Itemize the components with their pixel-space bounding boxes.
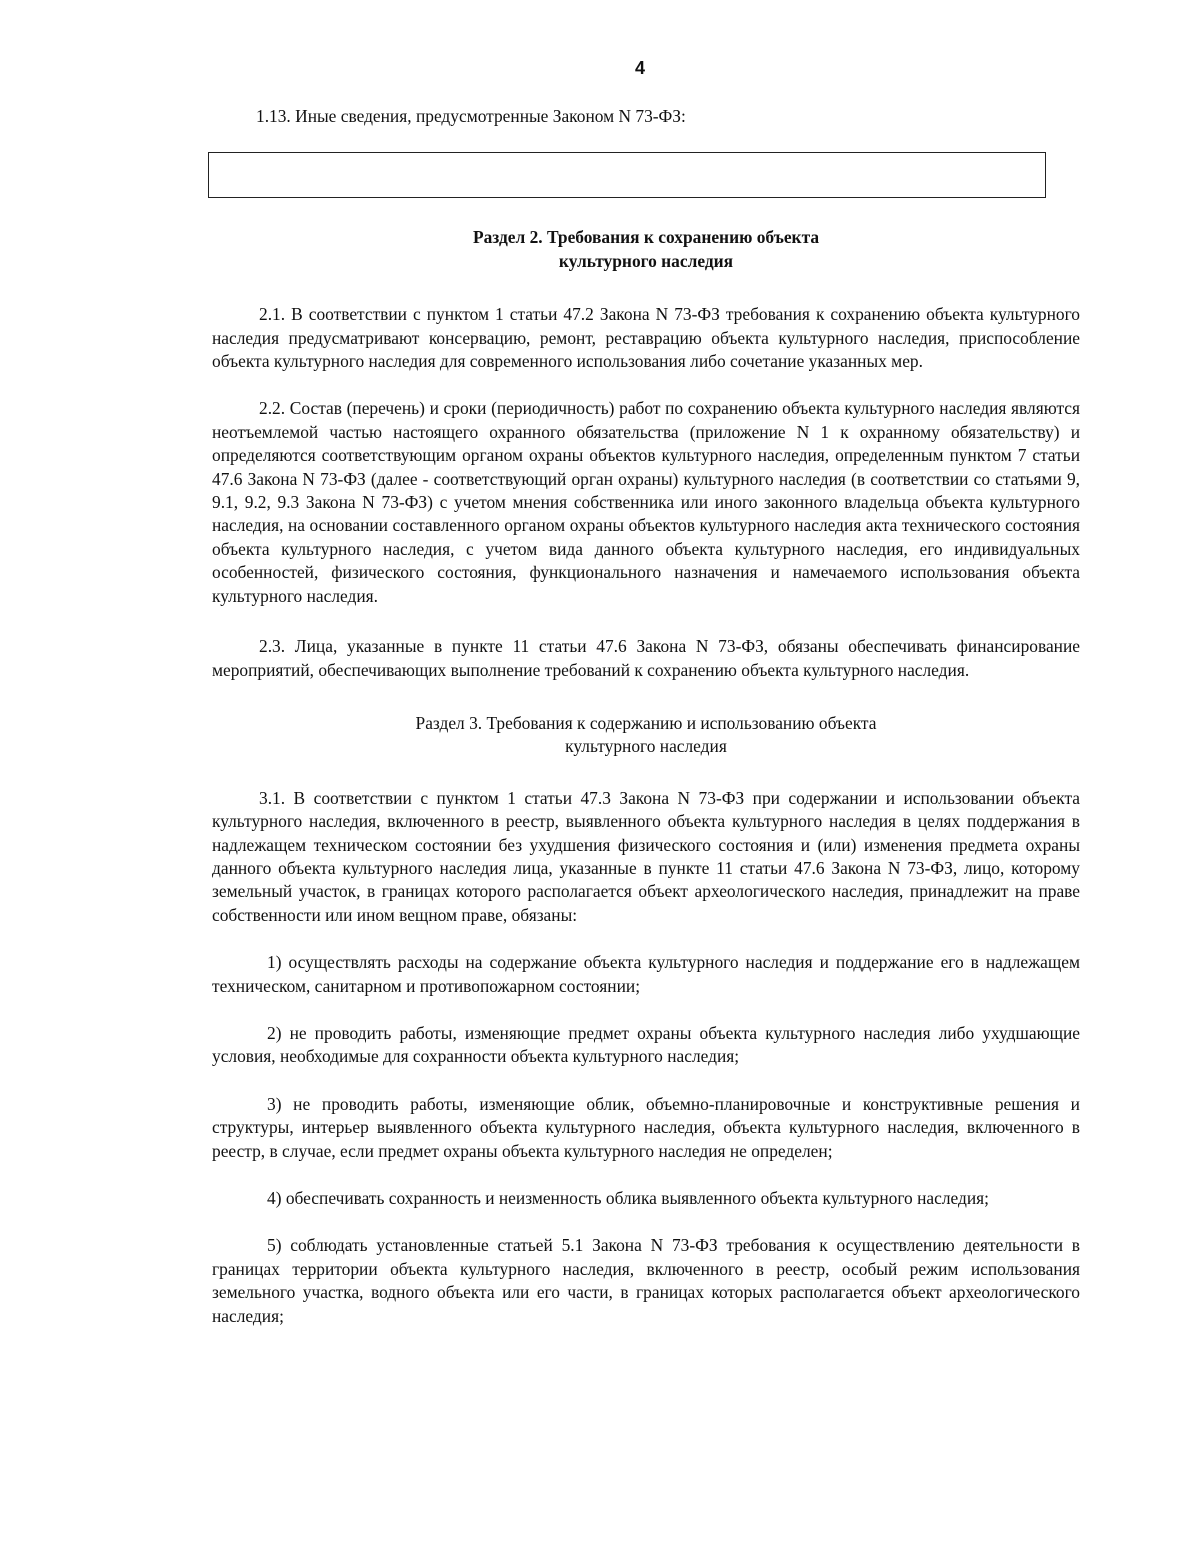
section-3-heading-line1: Раздел 3. Требования к содержанию и использованию объекта <box>415 712 877 733</box>
paragraph-3-1: 3.1. В соответствии с пунктом 1 статьи 47.3 Закона N 73-ФЗ при содержании и использовании объекта культурного наследия, включенного в реестр, выявленного объекта культурного наследия в целях поддержания в надлежащем техническом состоянии без ухудшения физического состояния и (или) изменения предмета охраны данного объекта культурного наследия лица, указанные в пункте 11 статьи 47.6 Закона N 73-ФЗ, лицо, которому земельный участок, в границах которого располагается объект археологического наследия, принадлежит на праве собственности или ином вещном праве, обязаны: <box>212 787 1080 925</box>
empty-info-box <box>208 152 1046 198</box>
item-1-13: 1.13. Иные сведения, предусмотренные Законом N 73-ФЗ: <box>256 106 686 126</box>
section-2-heading-line2: культурного наследия <box>558 250 734 271</box>
list-item-1: 1) осуществлять расходы на содержание объекта культурного наследия и поддержание его в надлежащем техническом, санитарном и противопожарном состоянии; <box>212 952 1080 996</box>
paragraph-2-2: 2.2. Состав (перечень) и сроки (периодичность) работ по сохранению объекта культурного наследия являются неотъемлемой частью настоящего охранного обязательства (приложение N 1 к охранному обязательству) и определяются соответствующим органом охраны объектов культурного наследия, определенным пунктом 7 статьи 47.6 Закона N 73-ФЗ (далее - соответствующий орган охраны) культурного наследия (в соответствии со статьями 9, 9.1, 9.2, 9.3 Закона N 73-ФЗ) с учетом мнения собственника или иного законного владельца объекта культурного наследия, на основании составленного органом охраны объектов культурного наследия акта технического состояния объекта культурного наследия, с учетом вида данного объекта культурного наследия, его индивидуальных особенностей, физического состояния, функционального назначения и намечаемого использования объекта культурного наследия. <box>212 398 1080 606</box>
paragraph-2-3: 2.3. Лица, указанные в пункте 11 статьи 47.6 Закона N 73-ФЗ, обязаны обеспечивать финансирование мероприятий, обеспечивающих выполнение требований к сохранению объекта культурного наследия. <box>212 636 1080 680</box>
page-number: 4 <box>634 58 645 78</box>
list-item-2: 2) не проводить работы, изменяющие предмет охраны объекта культурного наследия либо ухудшающие условия, необходимые для сохранности объекта культурного наследия; <box>212 1022 1080 1067</box>
paragraph-2-1: 2.1. В соответствии с пунктом 1 статьи 47.2 Закона N 73-ФЗ требования к сохранению объекта культурного наследия предусматривают консервацию, ремонт, реставрацию объекта культурного наследия, приспособление объекта культурного наследия для современного использования либо сочетание указанных мер. <box>212 304 1080 372</box>
document-body <box>212 105 1080 1328</box>
section-2-heading-line1: Раздел 2. Требования к сохранению объекта <box>472 227 820 248</box>
section-3-heading-line2: культурного наследия <box>565 736 727 757</box>
list-item-3: 3) не проводить работы, изменяющие облик, объемно-планировочные и конструктивные решения и структуры, интерьер выявленного объекта культурного наследия, объекта культурного наследия, включенного в реестр, в случае, если предмет охраны объекта культурного наследия не определен; <box>212 1093 1080 1161</box>
list-item-4: 4) обеспечивать сохранность и неизменность облика выявленного объекта культурного наследия; <box>267 1188 989 1208</box>
list-item-5: 5) соблюдать установленные статьей 5.1 Закона N 73-ФЗ требования к осуществлению деятельности в границах территории объекта культурного наследия, включенного в реестр, особый режим использования земельного участка, водного объекта или его части, в границах которых располагается объект археологического наследия; <box>212 1235 1080 1326</box>
